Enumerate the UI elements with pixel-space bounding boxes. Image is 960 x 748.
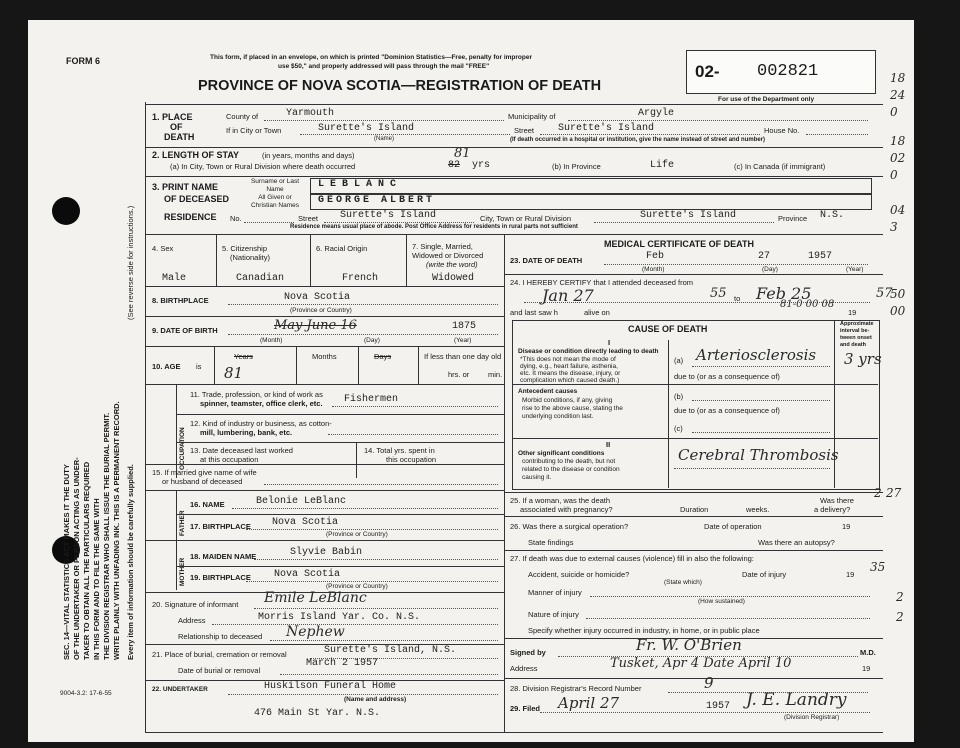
disease-label-5: complication which caused death.) xyxy=(520,377,620,384)
antecedent-label-3: rise to the above cause, stating the xyxy=(522,405,623,412)
right-mark-2: 27 xyxy=(886,486,902,500)
marital-value: Widowed xyxy=(432,273,475,284)
city-value: Surette's Island xyxy=(318,123,415,134)
dob-year: 1875 xyxy=(452,321,477,332)
age-months-label: Months xyxy=(312,352,337,361)
signed-address-label: Address xyxy=(510,664,538,673)
signed-yr19: 19 xyxy=(862,664,871,673)
racial-label: 6. Racial Origin xyxy=(316,244,368,253)
residence-street: Surette's Island xyxy=(340,210,437,221)
death-date-month: Feb xyxy=(646,251,665,262)
dob-struck: May June 16 xyxy=(274,318,357,333)
disease-label-1: Disease or condition directly leading to death xyxy=(518,348,659,355)
antecedent-label-4: underlying condition last. xyxy=(522,413,594,420)
stay-a-unit: yrs xyxy=(472,160,491,171)
citizenship-hint: (Nationality) xyxy=(230,253,271,262)
street-value: Surette's Island xyxy=(558,123,655,134)
stay-a-old: 82 xyxy=(448,160,461,171)
street-label: Street xyxy=(514,126,535,135)
margin-sec14-line-5: THE DIVISION REGISTRAR WHO SHALL ISSUE THE BURIAL PERMIT. xyxy=(102,412,111,660)
q29-value: April 27 xyxy=(558,694,620,712)
lastworked-label-1: 13. Date deceased last worked xyxy=(190,446,293,455)
margin-reverse-note: (See reverse side for instructions.) xyxy=(126,205,135,320)
sex-label: 4. Sex xyxy=(152,244,174,253)
birthplace-hint: (Province or Country) xyxy=(290,307,352,314)
dob-year-hint: (Year) xyxy=(454,337,472,344)
city-label: If in City or Town xyxy=(226,126,282,135)
q26-date: Date of operation xyxy=(704,522,762,531)
death-date-day-hint: (Day) xyxy=(762,266,778,273)
marital-label-2: Widowed or Divorced xyxy=(412,251,484,260)
stay-a-label: (a) In City, Town or Rural Division where death occurred xyxy=(170,162,356,171)
given-label: All Given or Christian Names xyxy=(250,194,300,209)
cause-title: CAUSE OF DEATH xyxy=(628,324,708,334)
right-mark-5: 2 xyxy=(896,610,904,624)
given-value: GEORGE ALBERT xyxy=(318,195,436,206)
municipality-value: Argyle xyxy=(638,108,675,119)
alive-yr19: 19 xyxy=(848,308,857,317)
marital-label-1: 7. Single, Married, xyxy=(412,242,473,251)
totalyrs-label-2: this occupation xyxy=(386,455,437,464)
relationship-value: Nephew xyxy=(286,624,345,640)
burial-date-label: Date of burial or removal xyxy=(178,666,261,675)
county-label: County of xyxy=(226,112,259,121)
surname-value: LEBLANC xyxy=(318,179,403,190)
stay-label: 2. LENGTH OF STAY xyxy=(152,150,240,160)
residence-note: Residence means usual place of abode. Post Office Address for residents in rural parts not sufficient xyxy=(290,224,578,230)
antecedent-label-1: Antecedent causes xyxy=(518,388,578,395)
approx-label-3: tween onset xyxy=(840,335,872,341)
q29-year: 1957 xyxy=(706,701,731,712)
trade-label-2: spinner, teamster, office clerk, etc. xyxy=(200,399,323,408)
cause-b-due-to: due to (or as a consequence of) xyxy=(674,406,780,415)
relationship-label: Relationship to deceased xyxy=(178,632,263,641)
print-code: 9004-3.2: 17-6-55 xyxy=(60,690,112,697)
other-label-1: Other significant conditions xyxy=(518,450,605,457)
burial-place: Surette's Island, N.S. xyxy=(324,645,457,656)
birthplace-label: 8. BIRTHPLACE xyxy=(152,296,209,305)
surname-label: Surname or Last Name xyxy=(250,178,300,193)
age-years-label: Years xyxy=(234,352,253,361)
q27-manner: Manner of injury xyxy=(528,588,582,597)
q25-duration: Duration xyxy=(680,505,709,514)
attend-to: Feb 25 xyxy=(756,284,812,303)
q27-state: (State which) xyxy=(664,579,702,586)
q25-delivery-2: a delivery? xyxy=(814,505,851,514)
roman-one: I xyxy=(608,338,611,347)
citizenship-value: Canadian xyxy=(236,273,285,284)
trade-label-1: 11. Trade, profession, or kind of work as xyxy=(190,390,323,399)
roman-two: II xyxy=(606,440,611,449)
signed-address: Tusket, Apr 4 Date April 10 xyxy=(610,656,792,671)
father-name: Belonie LeBlanc xyxy=(256,496,347,507)
death-date-month-hint: (Month) xyxy=(642,266,665,273)
alive-on-label: alive on xyxy=(584,308,610,317)
q29-label: 29. Filed xyxy=(510,704,541,713)
other-label-4: causing it. xyxy=(522,474,552,481)
lastworked-label-2: at this occupation xyxy=(200,455,259,464)
industry-label-1: 12. Kind of industry or business, as cotton- xyxy=(190,419,332,428)
place-label-3: DEATH xyxy=(164,132,195,142)
place-label-2: OF xyxy=(170,122,183,132)
death-registration-form xyxy=(28,20,914,742)
sex-value: Male xyxy=(162,273,187,284)
undertaker-hint: (Name and address) xyxy=(344,696,407,703)
citizenship-label: 5. Citizenship xyxy=(222,244,268,253)
racial-value: French xyxy=(342,273,379,284)
right-margin-codes: 18 24 0 18 02 0 04 3 50 00 xyxy=(890,71,906,318)
department-use-note: For use of the Department only xyxy=(718,96,815,103)
registrar-hint: (Division Registrar) xyxy=(784,714,840,721)
q27-specify: Specify whether injury occurred in industry, in home, or in public place xyxy=(528,626,760,635)
approx-label-4: and death xyxy=(840,342,866,348)
stay-b-label: (b) In Province xyxy=(552,162,601,171)
death-date-day: 27 xyxy=(758,251,771,262)
margin-sec14-line-3: TAKER TO OBTAIN ALL THE PARTICULARS REQUIRED xyxy=(82,461,91,660)
q25-label-1: 25. If a woman, was the death xyxy=(510,496,611,505)
undertaker-label: 22. UNDERTAKER xyxy=(152,686,208,693)
father-name-label: 16. NAME xyxy=(190,500,225,509)
mother-name-label: 18. MAIDEN NAME xyxy=(190,552,257,561)
occupation-side-label: OCCUPATION xyxy=(179,427,186,470)
informant-address-label: Address xyxy=(178,616,206,625)
age-value: 81 xyxy=(224,364,244,382)
disease-label-3: dying, e.g., heart failure, asthenia, xyxy=(520,363,618,370)
age-is: is xyxy=(196,362,202,371)
other-label-2: contributing to the death, but not xyxy=(522,458,616,465)
disease-label-4: etc. It means the disease, injury, or xyxy=(520,370,621,377)
burial-date: March 2 1957 xyxy=(306,658,379,669)
father-side-label: FATHER xyxy=(179,510,186,536)
stay-c-label: (c) In Canada (if immigrant) xyxy=(734,162,826,171)
punch-hole-top xyxy=(52,197,80,225)
marital-label-3: (write the word) xyxy=(426,260,478,269)
antecedent-label-2: Morbid conditions, if any, giving xyxy=(522,397,613,404)
burial-place-label: 21. Place of burial, cremation or removal xyxy=(152,650,287,659)
spouse-label-2: or husband of deceased xyxy=(162,477,243,486)
q27-nature: Nature of injury xyxy=(528,610,579,619)
cause-b-marker: (b) xyxy=(674,392,684,401)
q26-findings: State findings xyxy=(528,538,574,547)
side-code: 81-0 00 08 xyxy=(780,299,835,310)
cause-c-marker: (c) xyxy=(674,424,683,433)
q25-delivery-1: Was there xyxy=(820,496,854,505)
margin-sec14-line-6: WRITE PLAINLY WITH UNFADING INK. THIS IS A PERMANENT RECORD. xyxy=(112,401,121,660)
municipality-label: Municipality of xyxy=(508,112,556,121)
margin-careful-note: Every item of information should be carefully supplied. xyxy=(126,464,135,660)
stay-b-value: Life xyxy=(650,160,675,171)
age-hrs: hrs. or xyxy=(448,370,470,379)
attend-label: 24. I HEREBY CERTIFY that I attended deceased from xyxy=(510,278,694,287)
undertaker-value: Huskilson Funeral Home xyxy=(264,681,397,692)
residence-province: N.S. xyxy=(820,210,845,221)
residence-city: Surette's Island xyxy=(640,210,737,221)
cause-a-interval: 3 yrs xyxy=(844,350,882,368)
registrar-signature: J. E. Landry xyxy=(746,690,847,710)
q27-how: (How sustained) xyxy=(698,598,745,605)
mother-bp-label: 19. BIRTHPLACE xyxy=(190,573,251,582)
approx-label-2: interval be- xyxy=(840,328,870,334)
county-value: Yarmouth xyxy=(286,108,335,119)
cause-a-value: Arteriosclerosis xyxy=(696,346,817,364)
q27-label: 27. If death was due to external causes (violence) fill in also the following: xyxy=(510,554,754,563)
q28-label: 28. Division Registrar's Record Number xyxy=(510,684,642,693)
mother-bp: Nova Scotia xyxy=(274,569,341,580)
death-date-label: 23. DATE OF DEATH xyxy=(510,256,583,265)
disease-label-2: *This does not mean the mode of xyxy=(520,356,616,363)
father-bp-label: 17. BIRTHPLACE xyxy=(190,522,251,531)
dob-label: 9. DATE OF BIRTH xyxy=(152,326,218,335)
signed-label: Signed by xyxy=(510,648,546,657)
cause-a-due-to: due to (or as a consequence of) xyxy=(674,372,780,381)
residence-label: RESIDENCE xyxy=(164,212,217,222)
q26-yr19: 19 xyxy=(842,522,851,531)
medical-title: MEDICAL CERTIFICATE OF DEATH xyxy=(604,239,754,249)
death-date-year-hint: (Year) xyxy=(846,266,864,273)
birthplace-value: Nova Scotia xyxy=(284,292,351,303)
q25-weeks: weeks. xyxy=(746,505,770,514)
death-date-year: 1957 xyxy=(808,251,833,262)
margin-sec14-line-2: OF THE UNDERTAKER OR PERSON ACTING AS UNDER- xyxy=(72,457,81,660)
other-label-3: related to the disease or condition xyxy=(522,466,620,473)
q26-autopsy: Was there an autopsy? xyxy=(758,538,835,547)
q26-label: 26. Was there a surgical operation? xyxy=(510,522,629,531)
house-label: House No. xyxy=(764,126,800,135)
age-label: 10. AGE xyxy=(152,362,181,371)
envelope-note-2: use $50," and properly addressed will pass through the mail "FREE" xyxy=(278,63,490,70)
mother-name: Slyvie Babin xyxy=(290,547,363,558)
residence-city-label: City, Town or Rural Division xyxy=(480,214,571,223)
residence-no-label: No. xyxy=(230,214,242,223)
attend-from-year: 55 xyxy=(710,286,727,301)
q27-accident: Accident, suicide or homicide? xyxy=(528,570,630,579)
form-title: PROVINCE OF NOVA SCOTIA—REGISTRATION OF DEATH xyxy=(198,78,602,94)
place-label-1: 1. PLACE xyxy=(152,112,193,122)
city-name-hint: (Name) xyxy=(374,136,395,142)
registration-prefix: 02- xyxy=(695,62,720,81)
hospital-note: (If death occurred in a hospital or institution, give the name instead of street and number) xyxy=(510,137,766,143)
age-less-day: If less than one day old xyxy=(424,352,502,361)
age-min: min. xyxy=(488,370,503,379)
stay-hint: (in years, months and days) xyxy=(262,151,355,160)
right-mark-1: 2 xyxy=(874,486,882,500)
industry-label-2: mill, lumbering, bank, etc. xyxy=(200,428,293,437)
informant-sig-label: 20. Signature of informant xyxy=(152,600,239,609)
stay-a-value: 81 xyxy=(454,146,471,161)
informant-signature: Emile LeBlanc xyxy=(264,590,367,606)
informant-address: Morris Island Yar. Co. N.S. xyxy=(258,612,421,623)
trade-value: Fishermen xyxy=(344,394,399,405)
attend-to-year: 57 xyxy=(876,286,893,301)
father-bp-hint: (Province or Country) xyxy=(326,531,388,538)
totalyrs-label-1: 14. Total yrs. spent in xyxy=(364,446,435,455)
registration-number: 002821 xyxy=(757,62,819,81)
mother-bp-hint: (Province or Country) xyxy=(326,583,388,590)
md-label: M.D. xyxy=(860,648,876,657)
approx-label-1: Approximate xyxy=(840,321,874,327)
dob-month-hint: (Month) xyxy=(260,337,283,344)
residence-street-label: Street xyxy=(298,214,319,223)
q27-yr19: 19 xyxy=(846,570,855,579)
attend-from: Jan 27 xyxy=(542,286,594,305)
q28-value: 9 xyxy=(704,674,714,692)
q27-date-injury: Date of injury xyxy=(742,570,787,579)
signed-name: Fr. W. O'Brien xyxy=(636,636,742,654)
right-mark-3: 35 xyxy=(870,560,886,574)
registration-number-box xyxy=(686,50,876,94)
attend-to-word: to xyxy=(734,294,741,303)
margin-sec14-line-4: IN THIS FORM AND TO FILE THE SAME WITH xyxy=(92,498,101,660)
dob-day-hint: (Day) xyxy=(364,337,380,344)
name-label-2: OF DECEASED xyxy=(164,194,230,204)
other-cause-value: Cerebral Thrombosis xyxy=(678,446,839,464)
last-saw-label: and last saw h xyxy=(510,308,558,317)
cause-a-marker: (a) xyxy=(674,356,684,365)
form-number: FORM 6 xyxy=(66,56,101,66)
father-bp: Nova Scotia xyxy=(272,517,339,528)
q25-label-2: associated with pregnancy? xyxy=(520,505,613,514)
name-label-1: 3. PRINT NAME xyxy=(152,182,219,192)
undertaker-address: 476 Main St Yar. N.S. xyxy=(254,708,381,719)
mother-side-label: MOTHER xyxy=(179,557,186,586)
age-days-label: Days xyxy=(374,352,392,361)
right-mark-4: 2 xyxy=(896,590,904,604)
spouse-label-1: 15. If married give name of wife xyxy=(152,468,257,477)
margin-sec14-line-1: SEC. 14—VITAL STATISTICS ACT MAKES IT THE DUTY xyxy=(62,464,71,660)
envelope-note-1: This form, if placed in an envelope, on which is printed "Dominion Statistics—Free, penalty for improper xyxy=(210,54,532,61)
residence-province-label: Province xyxy=(778,214,808,223)
